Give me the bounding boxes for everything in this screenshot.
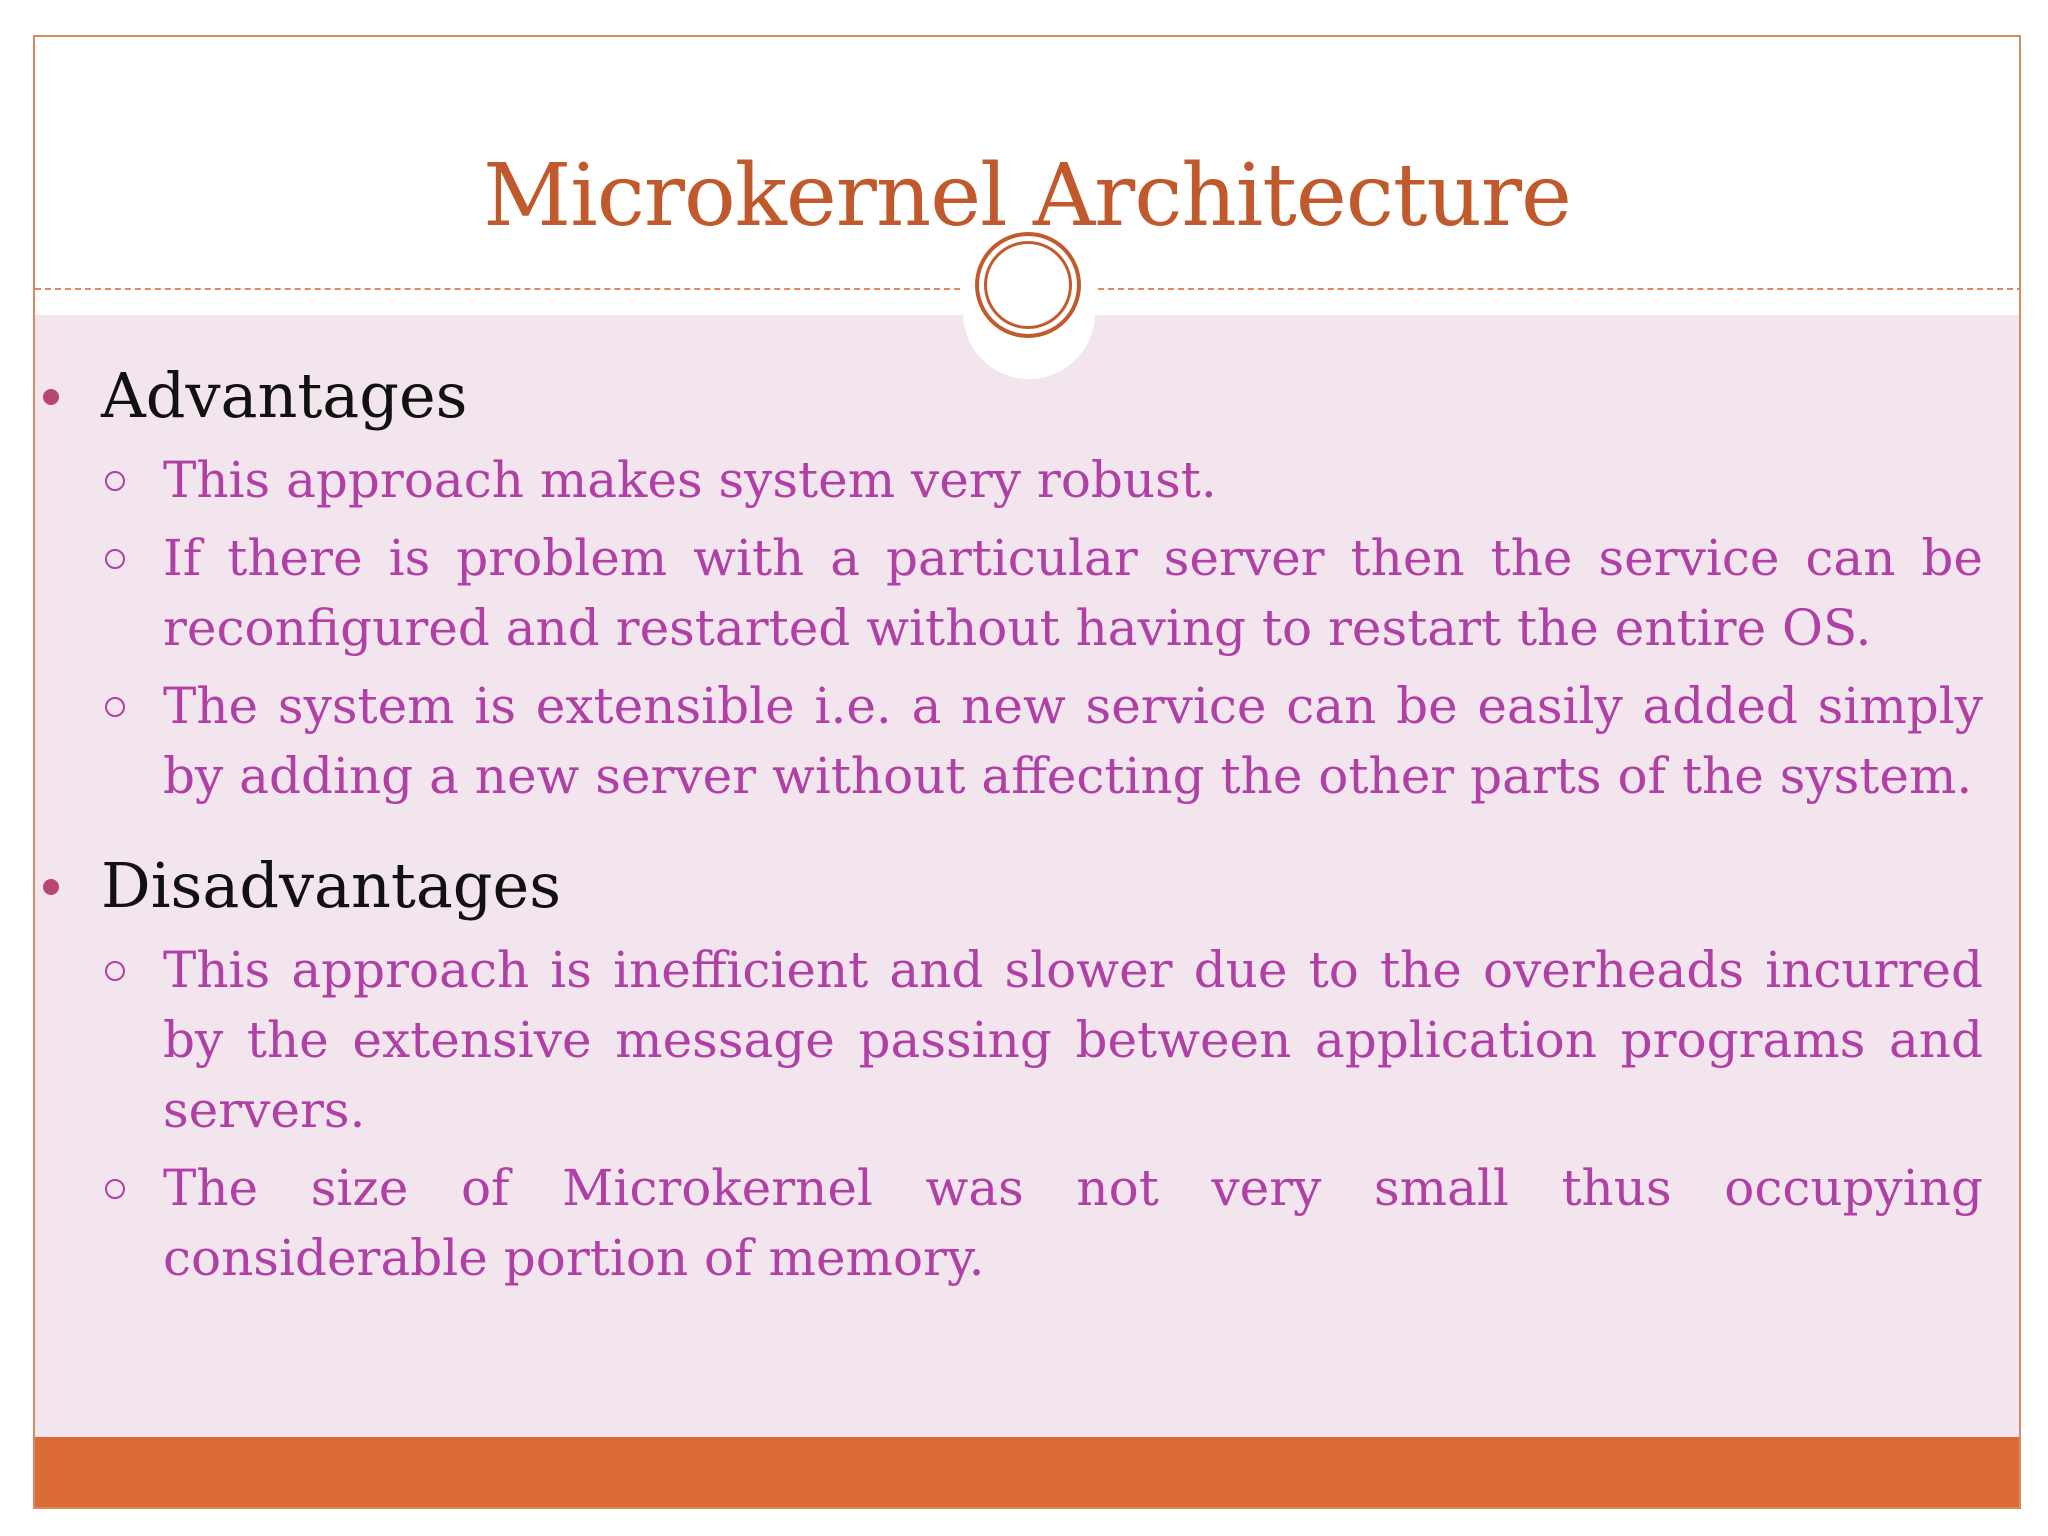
list-item: [35, 1153, 2010, 1293]
slide: [33, 35, 2021, 1509]
section-heading-text: Advantages: [101, 359, 468, 432]
circle-ornament-icon: [975, 232, 1081, 338]
disadvantages-list: [35, 935, 2010, 1293]
section-heading: [35, 355, 2010, 437]
slide-title: Microkernel Architecture: [483, 146, 1571, 246]
list-item: [35, 935, 2010, 1145]
slide-body: [35, 355, 2010, 1293]
list-item-text: This approach makes system very robust.: [163, 451, 1217, 509]
bottom-accent-bar: [35, 1437, 2019, 1507]
hollow-bullet-icon: [105, 961, 125, 981]
advantages-list: [35, 445, 2010, 811]
filled-bullet-icon: [43, 389, 59, 405]
list-item: [35, 445, 2010, 515]
list-item: [35, 671, 2010, 811]
hollow-bullet-icon: [105, 549, 125, 569]
list-item-text: The size of Microkernel was not very small thus occupying considerable portion of memory.: [163, 1159, 1983, 1287]
title-divider-right: [1098, 288, 2021, 290]
list-item-text: If there is problem with a particular server then the service can be reconfigured and restarted without having to restart the entire OS.: [163, 529, 1983, 657]
section-advantages: [35, 355, 2010, 811]
section-disadvantages: [35, 845, 2010, 1293]
section-heading-text: Disadvantages: [101, 849, 562, 922]
list-item: [35, 523, 2010, 663]
title-divider-left: [35, 288, 960, 290]
hollow-bullet-icon: [105, 471, 125, 491]
list-item-text: This approach is inefficient and slower due to the overheads incurred by the extensive message passing between application programs and servers.: [163, 941, 1983, 1139]
hollow-bullet-icon: [105, 1179, 125, 1199]
section-heading: [35, 845, 2010, 927]
hollow-bullet-icon: [105, 697, 125, 717]
filled-bullet-icon: [43, 879, 59, 895]
list-item-text: The system is extensible i.e. a new service can be easily added simply by adding a new server without affecting the other parts of the system.: [163, 677, 1983, 805]
